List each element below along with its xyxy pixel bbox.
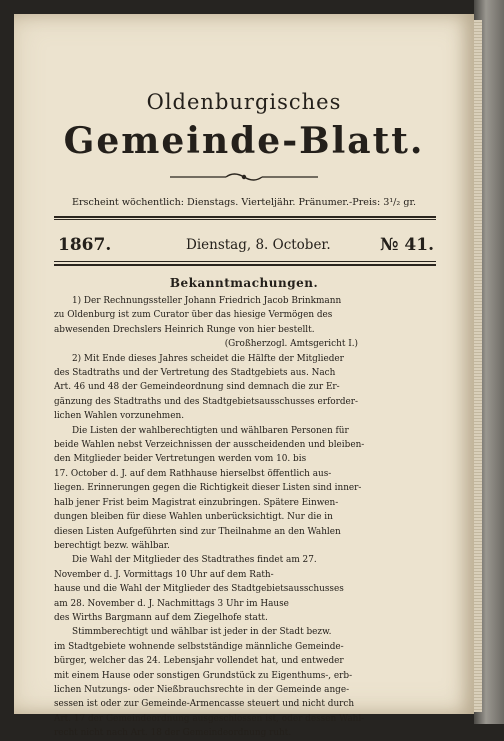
article-body: [54, 294, 438, 741]
body-line: mit einem Hause oder sonstigen Grundstück zu Eigenthums-, erb-: [54, 670, 353, 681]
body-line: recht nicht nach Art. 18 der Gemeindeordnung ruht.: [54, 728, 292, 739]
body-line: beide Wahlen nebst Verzeichnissen der ausscheidenden und bleiben-: [54, 440, 365, 451]
body-line: gänzung des Stadtraths und des Stadtgebietsausschusses erforder-: [54, 396, 359, 407]
body-line: liegen. Erinnerungen gegen die Richtigkeit dieser Listen sind inner-: [54, 483, 362, 494]
body-line: des Stadtraths und der Vertretung des Stadtgebiets aus. Nach: [54, 368, 336, 379]
body-line: diesen Listen Aufgeführten sind zur Theilnahme an den Wahlen: [54, 526, 341, 537]
body-line: 1) Der Rechnungssteller Johann Friedrich Jacob Brinkmann: [72, 296, 342, 306]
section-title: Bekanntmachungen.: [169, 276, 319, 290]
body-line: am 28. November d. J. Nachmittags 3 Uhr im Hause: [54, 598, 289, 609]
body-line: Die Wahl der Mitglieder des Stadtrathes findet am 27.: [72, 555, 317, 566]
page-edges: [474, 20, 482, 712]
body-line: (Großherzogl. Amtsgericht I.): [224, 339, 358, 350]
body-line: den Mitglieder beider Vertretungen werden vom 10. bis: [54, 454, 307, 465]
body-line: berechtigt bezw. wählbar.: [54, 540, 170, 551]
rule-top: [54, 216, 436, 218]
body-line: sessen ist oder zur Gemeinde-Armencasse steuert und nicht durch: [54, 699, 355, 710]
body-line: Die Listen der wahlberechtigten und wählbaren Personen für: [72, 425, 349, 436]
subscription-info: Erscheint wöchentlich: Dienstags. Vierteljähr. Pränumer.-Preis: 3¹/₂ gr.: [71, 197, 417, 208]
rule-bottom: [54, 264, 436, 266]
body-line: bürger, welcher das 24. Lebensjahr vollendet hat, und entweder: [54, 656, 344, 667]
ornament-divider: [164, 170, 324, 184]
body-line: November d. J. Vormittags 10 Uhr auf dem Rath-: [54, 569, 274, 580]
body-line: im Stadtgebiete wohnende selbstständige männliche Gemeinde-: [54, 641, 344, 652]
body-line: des Wirths Bargmann auf dem Ziegelhofe statt.: [54, 612, 268, 623]
body-line: lichen Nutzungs- oder Nießbrauchsrechte in der Gemeinde ange-: [54, 684, 350, 695]
body-line: lichen Wahlen vorzunehmen.: [54, 411, 185, 422]
body-line: zu Oldenburg ist zum Curator über das hiesige Vermögen des: [54, 310, 333, 321]
dateline: [54, 235, 436, 257]
masthead-subtitle: Oldenburgisches: [146, 90, 342, 114]
body-line: hause und die Wahl der Mitglieder des Stadtgebietsausschusses: [54, 584, 344, 595]
body-line: dungen bleiben für diese Wahlen unberücksichtigt. Nur die in: [54, 512, 333, 523]
masthead-title: Gemeinde-Blatt.: [63, 120, 425, 162]
issue-number: № 41.: [380, 235, 434, 255]
body-line: abwesenden Drechslers Heinrich Runge von hier bestellt.: [54, 324, 315, 335]
body-line: 2) Mit Ende dieses Jahres scheidet die Hälfte der Mitglieder: [72, 353, 344, 364]
body-line: halb jener Frist beim Magistrat einzubringen. Spätere Einwen-: [54, 497, 339, 508]
issue-date: Dienstag, 8. October.: [186, 237, 331, 253]
body-line: Stimmberechtigt und wählbar ist jeder in der Stadt bezw.: [72, 627, 332, 638]
issue-year: 1867.: [58, 235, 112, 255]
rule-top-thin: [54, 219, 436, 220]
body-line: Art. 46 und 48 der Gemeindeordnung sind demnach die zur Er-: [54, 382, 340, 393]
body-line: 17. October d. J. auf dem Rathhause hierselbst öffentlich aus-: [54, 468, 332, 479]
rule-bottom-thin: [54, 261, 436, 262]
body-line: Art. 17 der Gemeindeordnung ausgeschlossen ist, oder dessen Wahl-: [54, 713, 365, 724]
newspaper-page: [14, 14, 474, 739]
